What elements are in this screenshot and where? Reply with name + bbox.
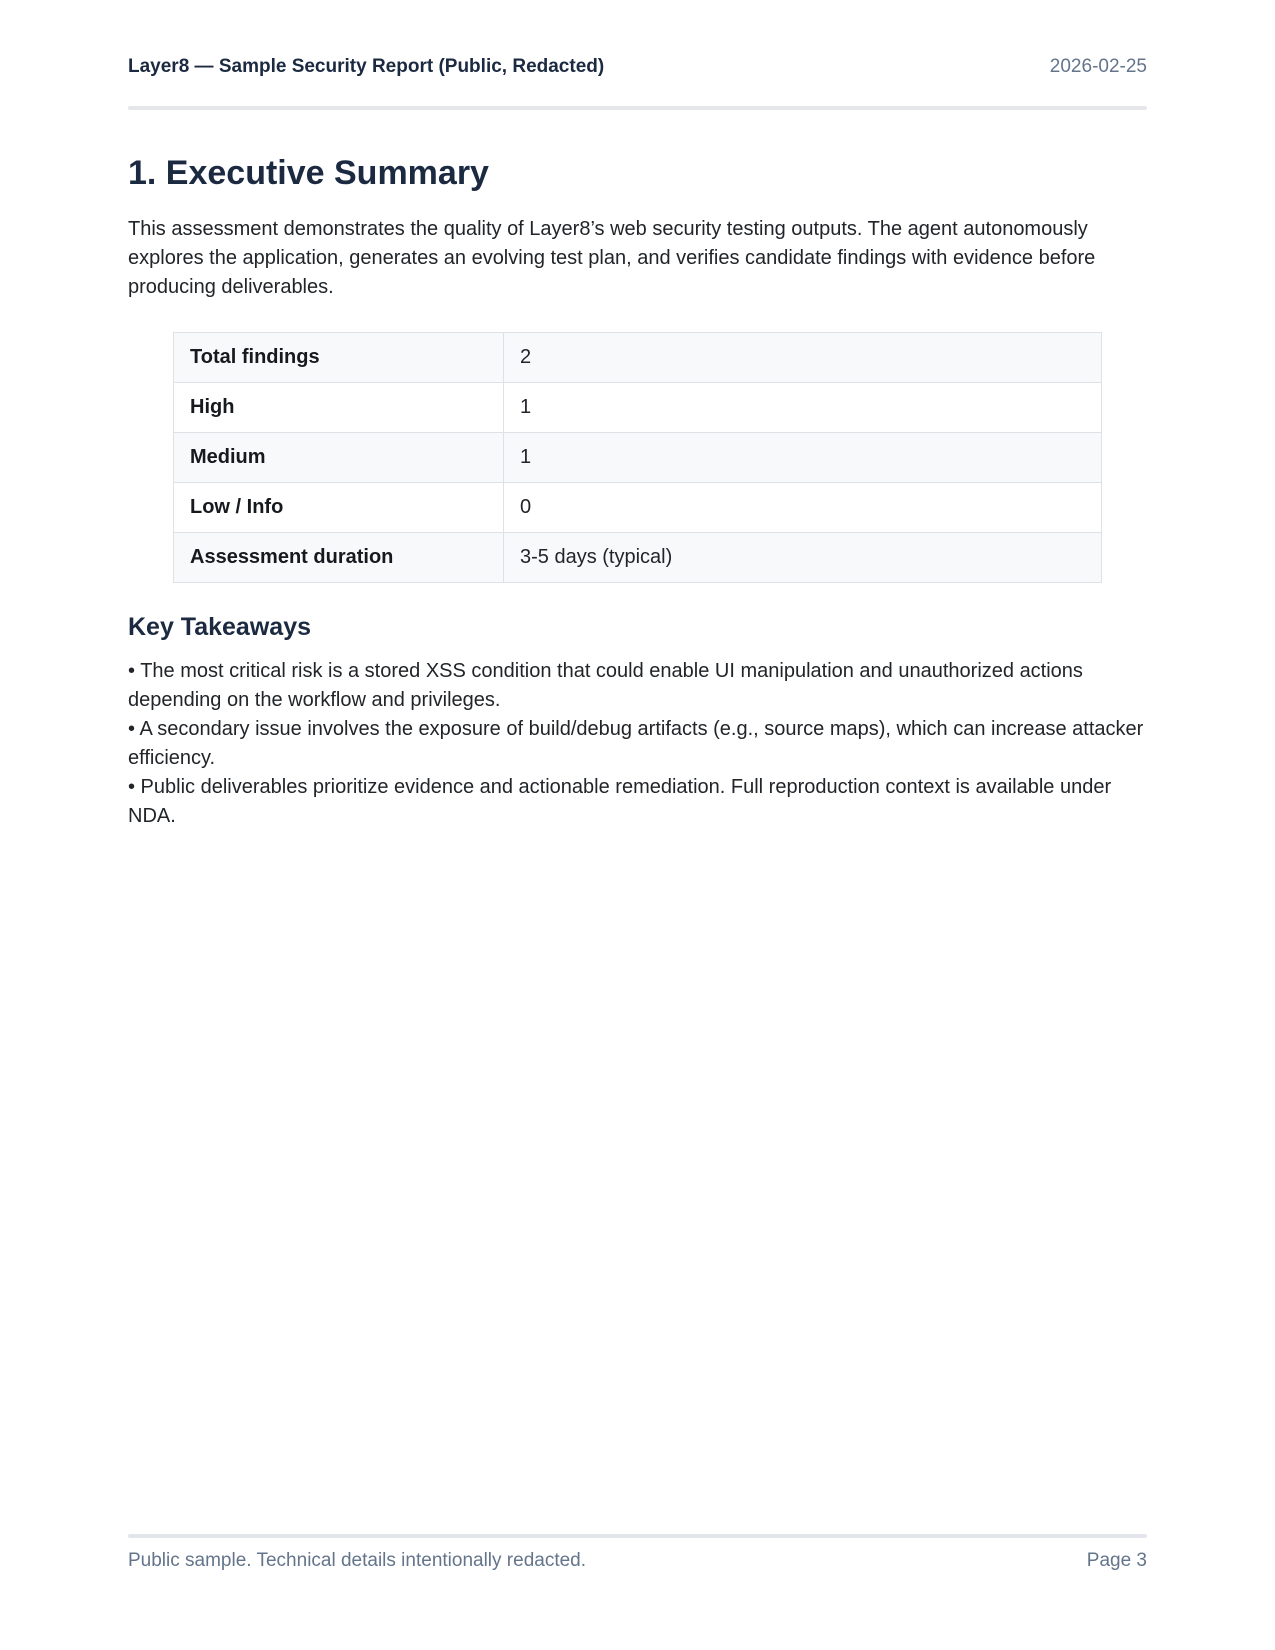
table-row-value: 1	[504, 383, 1102, 433]
takeaway-item: • Public deliverables prioritize evidence and actionable remediation. Full reproduction context is available under NDA.	[128, 776, 1112, 827]
takeaway-item: • A secondary issue involves the exposure of build/debug artifacts (e.g., source maps), which can increase attacker efficiency.	[128, 718, 1144, 769]
report-date: 2026-02-25	[1049, 56, 1147, 77]
summary-table-body	[174, 333, 1102, 583]
table-row-value: 2	[504, 333, 1102, 383]
executive-summary-paragraph: This assessment demonstrates the quality of Layer8’s web security testing outputs. The agent autonomously explores the application, generates an evolving test plan, and verifies candidate findings with evidence before producing deliverables.	[128, 218, 1096, 298]
page-footer	[128, 1550, 1147, 1572]
key-takeaways-heading: Key Takeaways	[128, 613, 311, 641]
section-heading: 1. Executive Summary	[128, 154, 489, 192]
takeaway-item: • The most critical risk is a stored XSS condition that could enable UI manipulation and unauthorized actions depending on the workflow and privileges.	[128, 660, 1083, 711]
table-row	[174, 383, 1102, 433]
footer-divider	[128, 1534, 1147, 1538]
table-row	[174, 433, 1102, 483]
table-row-label: High	[174, 383, 504, 433]
table-row-value: 3-5 days (typical)	[504, 533, 1102, 583]
table-row-value: 0	[504, 483, 1102, 533]
table-row	[174, 533, 1102, 583]
table-row-value: 1	[504, 433, 1102, 483]
key-takeaways-list	[128, 657, 1147, 831]
report-title: Layer8 — Sample Security Report (Public, Redacted)	[128, 56, 605, 77]
table-row-label: Medium	[174, 433, 504, 483]
table-row	[174, 483, 1102, 533]
table-row-label: Assessment duration	[174, 533, 504, 583]
header-divider	[128, 106, 1147, 110]
table-row-label: Low / Info	[174, 483, 504, 533]
table-row-label: Total findings	[174, 333, 504, 383]
page-header	[128, 56, 1147, 78]
footer-note: Public sample. Technical details intentionally redacted.	[128, 1550, 587, 1571]
page-number: Page 3	[1086, 1550, 1147, 1571]
table-row	[174, 333, 1102, 383]
findings-summary-table	[173, 332, 1102, 583]
